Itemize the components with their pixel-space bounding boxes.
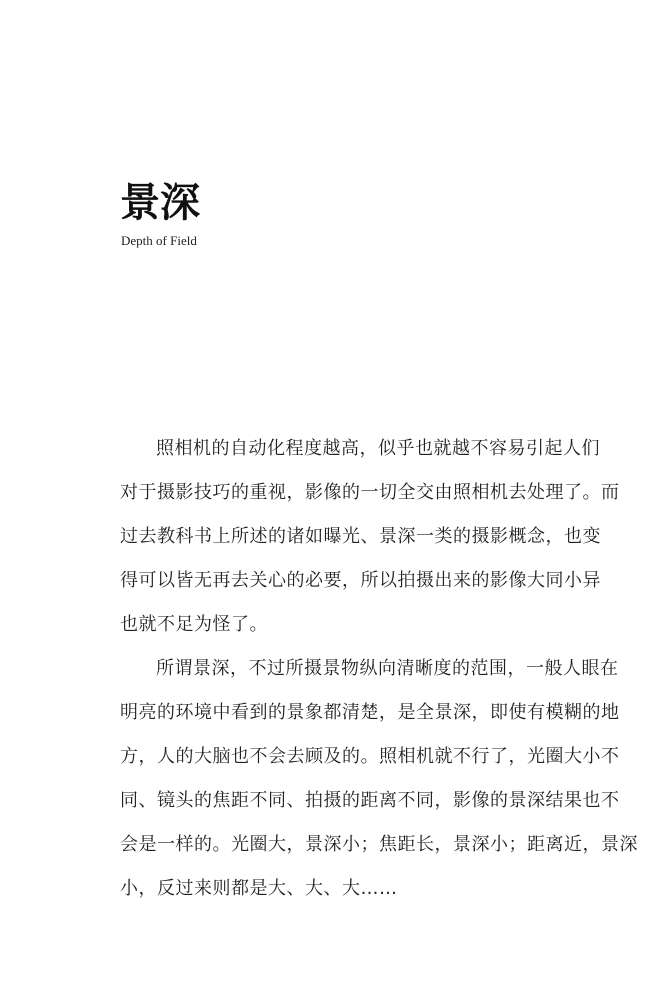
text-line: 小，反过来则都是大、大、大…… — [120, 878, 398, 899]
body-text — [120, 437, 638, 921]
text-line: 得可以皆无再去关心的必要，所以拍摄出来的影像大同小异 — [120, 570, 601, 591]
text-line: 对于摄影技巧的重视，影像的一切全交由照相机去处理了。而 — [120, 482, 620, 503]
chapter-title: 景深 — [120, 179, 200, 226]
text-line: 同、镜头的焦距不同、拍摄的距离不同，影像的景深结果也不 — [120, 790, 620, 811]
text-line: 会是一样的。光圈大，景深小；焦距长，景深小；距离近，景深 — [120, 834, 638, 855]
text-line: 方，人的大脑也不会去顾及的。照相机就不行了，光圈大小不 — [120, 746, 620, 767]
chapter-subtitle: Depth of Field — [121, 233, 197, 248]
text-line: 照相机的自动化程度越高，似乎也就越不容易引起人们 — [156, 438, 600, 459]
text-line: 明亮的环境中看到的景象都清楚，是全景深，即使有模糊的地 — [120, 702, 620, 723]
text-line: 也就不足为怪了。 — [120, 614, 268, 635]
text-line: 所谓景深，不过所摄景物纵向清晰度的范围，一般人眼在 — [156, 658, 619, 679]
text-line: 过去教科书上所述的诸如曝光、景深一类的摄影概念，也变 — [120, 526, 601, 547]
paragraph-1 — [120, 437, 620, 637]
paragraph-2 — [120, 657, 638, 901]
